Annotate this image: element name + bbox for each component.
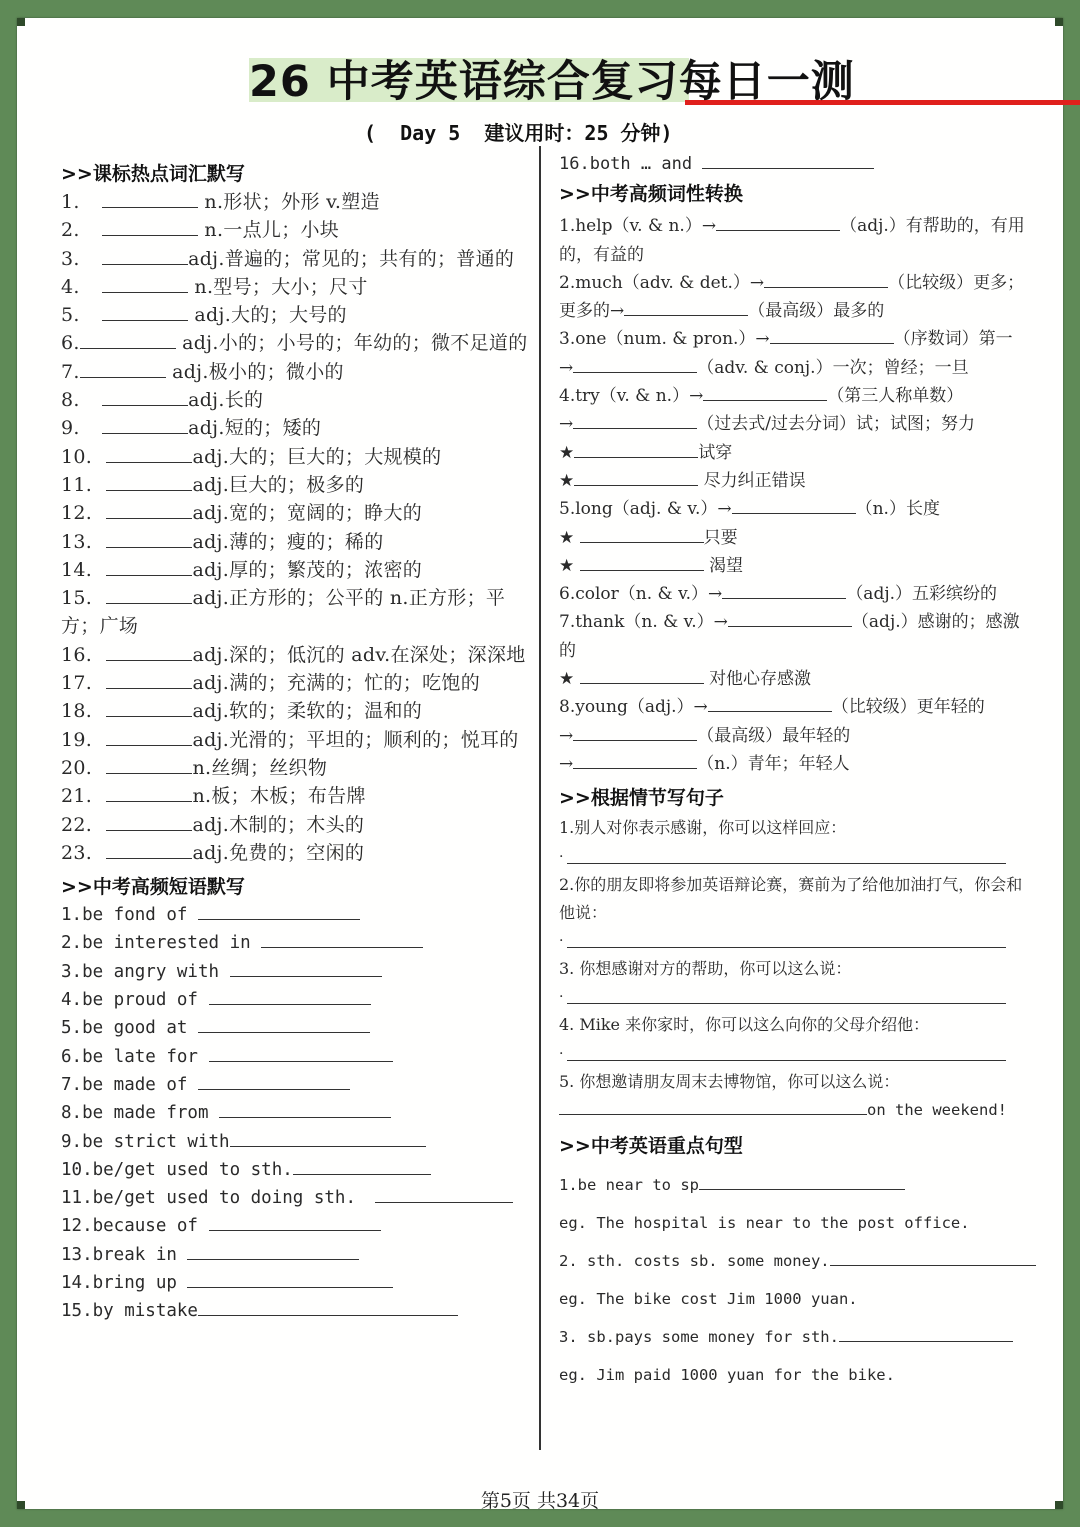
vocab-item: 4. n.型号；大小；尺寸 <box>61 275 368 298</box>
answer-blank[interactable] <box>102 415 188 434</box>
answer-blank[interactable] <box>102 189 198 208</box>
phrase-item: 15.by mistake <box>61 1297 531 1325</box>
answer-line: on the weekend! <box>559 1096 1034 1124</box>
vocab-item: 1. n.形状；外形 v.塑造 <box>61 191 380 213</box>
vocab-item: 8. adj.长的 <box>61 389 264 412</box>
answer-blank[interactable] <box>106 557 192 576</box>
writing-prompt: 1.别人对你表示感谢，你可以这样回应： <box>559 818 847 838</box>
answer-blank[interactable] <box>708 693 832 712</box>
answer-blank[interactable] <box>573 722 697 741</box>
answer-blank[interactable] <box>624 297 748 316</box>
answer-blank[interactable] <box>102 387 188 406</box>
vocab-item: 17. adj.满的；充满的；忙的；吃饱的 <box>61 672 480 695</box>
answer-blank[interactable] <box>209 986 371 1005</box>
conversion-item: ★ 尽力纠正错误 <box>559 467 1034 495</box>
answer-blank[interactable] <box>230 958 382 977</box>
title-block <box>249 58 877 106</box>
answer-line[interactable]: . <box>559 927 1034 955</box>
writing-prompt: 3. 你想感谢对方的帮助，你可以这么说： <box>559 959 852 979</box>
answer-blank[interactable] <box>102 302 188 321</box>
answer-blank[interactable] <box>198 1071 350 1090</box>
conversion-item: 5.long（adj. & v.）→ （n.）长度 <box>559 495 1034 523</box>
answer-blank[interactable] <box>187 1269 393 1288</box>
answer-blank[interactable] <box>106 585 192 604</box>
vocab-item: 15. adj.正方形的；公平的 n.正方形；平方；广场 <box>61 587 506 638</box>
vocab-item: 12. adj.宽的；宽阔的；睁大的 <box>61 502 423 525</box>
vocab-item: 18. adj.软的；柔软的；温和的 <box>61 700 423 723</box>
pattern-example: eg. The bike cost Jim 1000 yuan. <box>559 1290 858 1309</box>
answer-blank[interactable] <box>716 212 840 231</box>
writing-prompt: 2.你的朋友即将参加英语辩论赛，赛前为了给他加油打气，你会和他说： <box>559 874 1023 922</box>
page-title: 26 中考英语综合复习每日一测 <box>249 57 855 107</box>
vocab-item: 9. adj.短的；矮的 <box>61 417 322 440</box>
corner-mark <box>17 18 25 26</box>
answer-blank[interactable] <box>728 608 852 627</box>
answer-blank[interactable] <box>699 1173 905 1190</box>
conversion-item: 6.color（n. & v.）→ （adj.）五彩缤纷的 <box>559 580 1034 608</box>
phrase-item: 6.be late for <box>61 1043 531 1071</box>
vocab-item: 22. adj.木制的；木头的 <box>61 813 365 836</box>
phrase-item: 7.be made of <box>61 1071 531 1099</box>
answer-blank[interactable] <box>573 354 697 373</box>
answer-blank[interactable] <box>573 410 697 429</box>
answer-line[interactable]: . <box>559 843 1034 871</box>
phrase-item: 11.be/get used to doing sth. <box>61 1184 531 1212</box>
conversion-item: → （最高级）最年轻的 <box>559 722 1034 750</box>
answer-blank[interactable] <box>574 439 698 458</box>
phrase-item: 8.be made from <box>61 1099 531 1127</box>
vocab-item: 11. adj.巨大的；极多的 <box>61 473 365 496</box>
star-icon: ★ <box>559 555 575 576</box>
answer-blank[interactable] <box>198 901 360 920</box>
answer-blank[interactable] <box>106 444 192 463</box>
answer-blank[interactable] <box>574 467 698 486</box>
phrase-item: 10.be/get used to sth. <box>61 1156 531 1184</box>
answer-blank[interactable] <box>580 524 704 543</box>
answer-blank[interactable] <box>559 1096 867 1115</box>
answer-blank[interactable] <box>106 500 192 519</box>
answer-blank[interactable] <box>102 246 188 265</box>
conversion-item: 4.try（v. & n.）→ （第三人称单数） <box>559 382 1034 410</box>
phrase-item: 2.be interested in <box>61 929 531 957</box>
conversion-item: 更多的→ （最高级）最多的 <box>559 297 1034 325</box>
answer-blank[interactable] <box>732 495 856 514</box>
phrase-item: 12.because of <box>61 1212 531 1240</box>
answer-blank[interactable] <box>209 1212 381 1231</box>
star-icon: ★ <box>559 470 575 491</box>
answer-blank[interactable] <box>102 217 198 236</box>
phrase-item: 3.be angry with <box>61 958 531 986</box>
answer-blank[interactable] <box>106 727 192 746</box>
right-column <box>559 150 1034 1394</box>
star-icon: ★ <box>559 669 575 690</box>
answer-blank[interactable] <box>580 665 704 684</box>
answer-line[interactable]: . <box>559 1040 1034 1068</box>
section-heading: >>课标热点词汇默写 <box>61 163 245 185</box>
section-heading: >>中考高频短语默写 <box>61 876 245 899</box>
pattern-example: eg. The hospital is near to the post office. <box>559 1214 970 1233</box>
conversion-item: 7.thank（n. & v.）→ （adj.）感谢的；感激的 <box>559 608 1034 665</box>
conversion-item: → （n.）青年；年轻人 <box>559 750 1034 778</box>
answer-blank[interactable] <box>573 750 697 769</box>
answer-blank[interactable] <box>106 840 192 859</box>
phrase-item: 1.be fond of <box>61 901 531 929</box>
vocab-item: 14. adj.厚的；繁茂的；浓密的 <box>61 558 423 581</box>
conversion-item: ★ 试穿 <box>559 439 1034 467</box>
vocab-item: 7. adj.极小的；微小的 <box>61 360 344 383</box>
answer-blank[interactable] <box>764 269 888 288</box>
column-divider <box>539 146 541 1450</box>
answer-blank[interactable] <box>261 929 423 948</box>
answer-blank[interactable] <box>106 529 192 548</box>
answer-blank[interactable] <box>106 698 192 717</box>
writing-prompt: 4. Mike 来你家时，你可以这么向你的父母介绍他： <box>559 1015 930 1035</box>
vocab-item: 2. n.一点儿；小块 <box>61 219 340 242</box>
answer-blank[interactable] <box>187 1241 359 1260</box>
star-icon: ★ <box>559 442 575 463</box>
answer-blank[interactable] <box>106 783 192 802</box>
answer-blank[interactable] <box>230 1128 426 1147</box>
vocab-item: 16. adj.深的；低沉的 adv.在深处；深深地 <box>61 643 526 666</box>
pattern-item: 3. sb.pays some money for sth. <box>559 1318 1034 1356</box>
answer-blank[interactable] <box>106 812 192 831</box>
answer-blank[interactable] <box>198 1297 458 1316</box>
answer-blank[interactable] <box>198 1014 370 1033</box>
corner-mark <box>1055 18 1063 26</box>
writing-prompt: 5. 你想邀请朋友周末去博物馆，你可以这么说： <box>559 1071 900 1091</box>
answer-blank[interactable] <box>219 1099 391 1118</box>
answer-blank[interactable] <box>580 552 704 571</box>
phrase-item: 5.be good at <box>61 1014 531 1042</box>
answer-blank[interactable] <box>106 670 192 689</box>
answer-blank[interactable] <box>102 274 188 293</box>
answer-blank[interactable] <box>770 325 894 344</box>
answer-blank[interactable] <box>839 1325 1013 1342</box>
pattern-item: 1.be near to sp <box>559 1166 1034 1204</box>
answer-blank[interactable] <box>80 330 176 349</box>
conversion-item: ★ 只要 <box>559 524 1034 552</box>
answer-blank[interactable] <box>830 1249 1036 1266</box>
answer-blank[interactable] <box>80 359 166 378</box>
vocab-item: 19. adj.光滑的；平坦的；顺利的；悦耳的 <box>61 728 519 751</box>
conversion-item: 1.help（v. & n.）→ （adj.）有帮助的，有用的，有益的 <box>559 212 1034 269</box>
answer-blank[interactable] <box>293 1156 431 1175</box>
vocab-item: 20. n.丝绸；丝织物 <box>61 756 328 779</box>
answer-blank[interactable] <box>702 150 874 169</box>
phrase-item: 13.break in <box>61 1241 531 1269</box>
page-subtitle: ( Day 5 建议用时：25 分钟) <box>364 121 673 145</box>
vocab-item: 21. n.板；木板；布告牌 <box>61 785 366 808</box>
answer-line[interactable]: . <box>559 983 1034 1011</box>
vocab-item: 10. adj.大的；巨大的；大规模的 <box>61 445 442 468</box>
page-number: 第5页 共34页 <box>480 1490 600 1512</box>
vocab-item: 13. adj.薄的；瘦的；稀的 <box>61 530 384 553</box>
section-heading: >>根据情节写句子 <box>559 787 724 810</box>
conversion-item: ★ 对他心存感激 <box>559 665 1034 693</box>
answer-blank[interactable] <box>209 1043 393 1062</box>
section-heading: >>中考英语重点句型 <box>559 1135 743 1158</box>
star-icon: ★ <box>559 527 575 548</box>
phrase-item: 4.be proud of <box>61 986 531 1014</box>
left-column <box>61 160 531 1326</box>
conversion-item: 8.young（adj.）→ （比较级）更年轻的 <box>559 693 1034 721</box>
answer-blank[interactable] <box>106 472 192 491</box>
conversion-item: 3.one（num. & pron.）→ （序数词）第一 <box>559 325 1034 353</box>
vocab-item: 3. adj.普遍的；常见的；共有的；普通的 <box>61 247 515 270</box>
phrase-item: 14.bring up <box>61 1269 531 1297</box>
pattern-example: eg. Jim paid 1000 yuan for the bike. <box>559 1366 895 1385</box>
conversion-item: 2.much（adv. & det.）→ （比较级）更多； <box>559 269 1034 297</box>
conversion-item: → （adv. & conj.）一次；曾经；一旦 <box>559 354 1034 382</box>
conversion-item: → （过去式/过去分词）试；试图；努力 <box>559 410 1034 438</box>
vocab-item: 5. adj.大的；大号的 <box>61 304 347 327</box>
answer-blank[interactable] <box>106 755 192 774</box>
answer-blank[interactable] <box>722 580 846 599</box>
vocab-item: 6. adj.小的；小号的；年幼的；微不足道的 <box>61 332 528 355</box>
phrase-item: 9.be strict with <box>61 1128 531 1156</box>
phrase-item: 16.both … and <box>559 150 1034 178</box>
answer-blank[interactable] <box>106 642 192 661</box>
answer-blank[interactable] <box>375 1184 513 1203</box>
answer-blank[interactable] <box>703 382 827 401</box>
section-heading: >>中考高频词性转换 <box>559 183 743 206</box>
pattern-item: 2. sth. costs sb. some money. <box>559 1242 1034 1280</box>
vocab-item: 23. adj.免费的；空闲的 <box>61 841 365 864</box>
conversion-item: ★ 渴望 <box>559 552 1034 580</box>
